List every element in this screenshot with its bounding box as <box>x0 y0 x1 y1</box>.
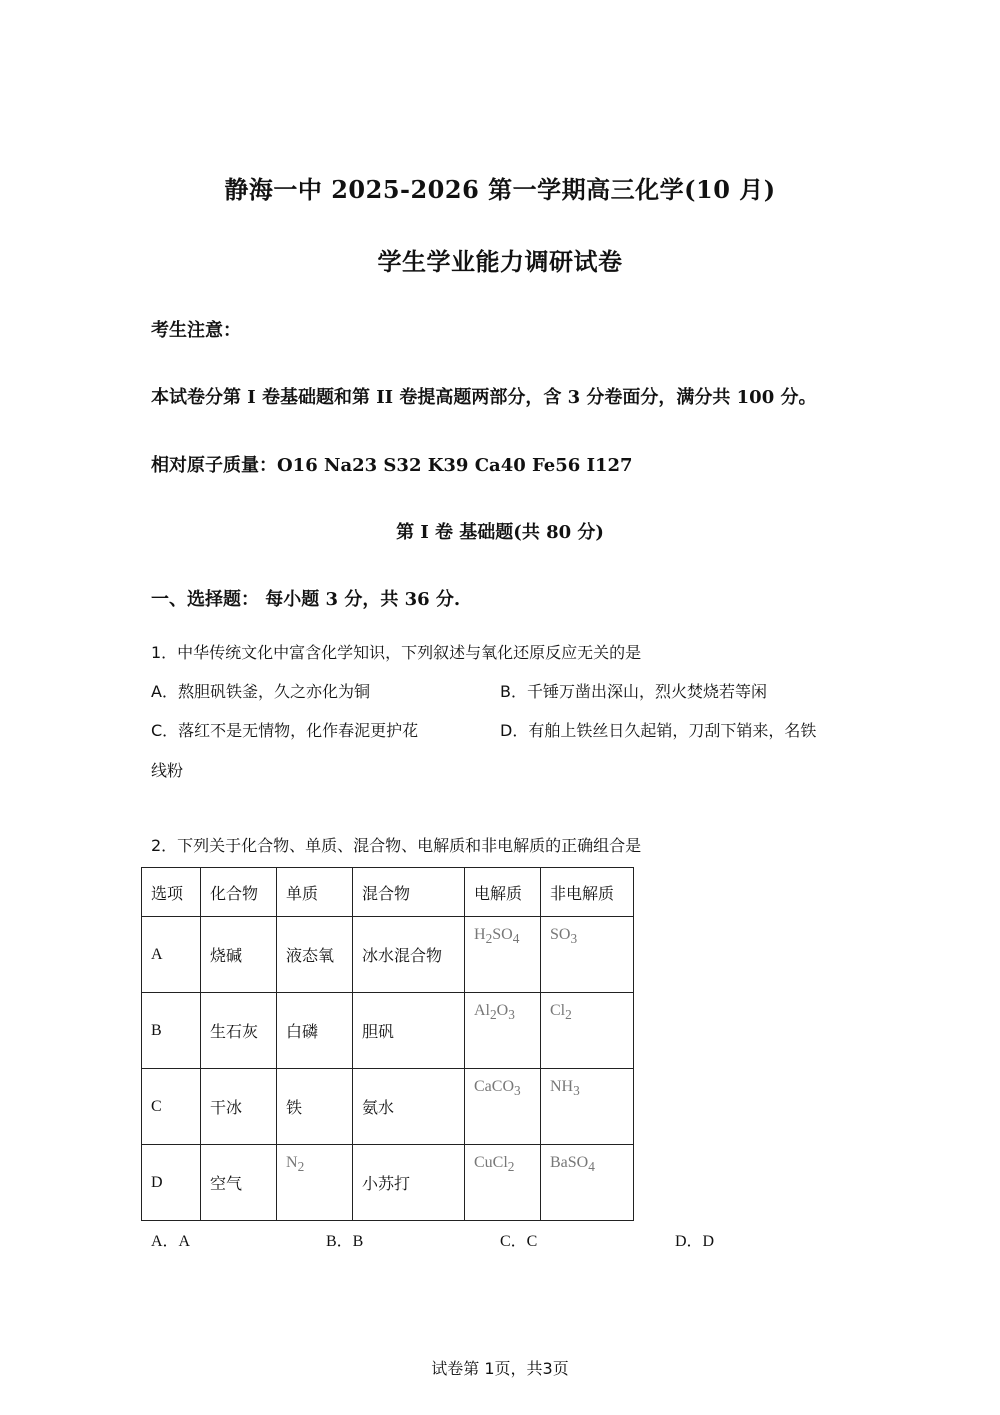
row-electrolyte <box>465 917 541 993</box>
question-2-table <box>141 867 634 1221</box>
table-row <box>142 993 634 1069</box>
row-mixture: 胆矾 <box>353 993 465 1069</box>
chemical-formula: $N_2$ <box>286 1153 305 1175</box>
row-mixture: 小苏打 <box>353 1145 465 1221</box>
question-2-stem: 2．下列关于化合物、单质、混合物、电解质和非电解质的正确组合是 <box>151 836 642 855</box>
chemical-formula: CaCO$_3$ <box>474 1077 521 1099</box>
chemical-formula: CuCl$_2$ <box>474 1153 515 1175</box>
exam-title-line1: 静海一中 2025-2026 第一学期高三化学(10 月) <box>224 175 776 204</box>
row-option: B <box>142 993 201 1069</box>
table-header-cell: 化合物 <box>201 868 277 917</box>
question-1-option-b: B．千锤万凿出深山，烈火焚烧若等闲 <box>500 682 767 701</box>
row-element <box>277 1145 353 1221</box>
question-1-option-d-continued: 线粉 <box>151 761 184 780</box>
chemical-formula: $H_2SO_4$ <box>474 925 520 947</box>
question-1-option-d: D．有舶上铁丝日久起销，刀刮下销来，名铁 <box>500 721 817 740</box>
row-non-electrolyte <box>541 993 634 1069</box>
row-compound: 空气 <box>201 1145 277 1221</box>
question-2-answer-d: D．D <box>675 1233 715 1250</box>
chemical-formula: BaSO$_4$ <box>550 1153 595 1175</box>
question-1-option-c: C．落红不是无情物，化作春泥更护花 <box>151 721 419 740</box>
table-row <box>142 1069 634 1145</box>
row-option: C <box>142 1069 201 1145</box>
page-footer: 试卷第 1页，共3页 <box>431 1359 569 1378</box>
atomic-mass-line: 相对原子质量：O16 Na23 S32 K39 Ca40 Fe56 I127 <box>151 455 633 476</box>
table-header-cell: 选项 <box>142 868 201 917</box>
row-electrolyte <box>465 993 541 1069</box>
row-electrolyte <box>465 1145 541 1221</box>
row-compound: 干冰 <box>201 1069 277 1145</box>
table-header-cell: 混合物 <box>353 868 465 917</box>
chemical-formula: $Al_2O_3$ <box>474 1001 515 1023</box>
table-row <box>142 917 634 993</box>
row-non-electrolyte <box>541 1145 634 1221</box>
row-compound: 烧碱 <box>201 917 277 993</box>
table-header-cell: 非电解质 <box>541 868 634 917</box>
question-2-answer-c: C．C <box>500 1233 538 1250</box>
question-1-stem: 1．中华传统文化中富含化学知识，下列叙述与氧化还原反应无关的是 <box>151 643 642 662</box>
notice-label: 考生注意： <box>151 320 241 341</box>
notice-body: 本试卷分第 I 卷基础题和第 II 卷提高题两部分，含 3 分卷面分，满分共 100 分。 <box>151 387 817 408</box>
table-header-cell: 单质 <box>277 868 353 917</box>
part-one-heading: 一、选择题： 每小题 3 分，共 36 分. <box>151 589 461 610</box>
row-mixture: 冰水混合物 <box>353 917 465 993</box>
table-header-row <box>142 868 634 917</box>
row-compound: 生石灰 <box>201 993 277 1069</box>
row-electrolyte <box>465 1069 541 1145</box>
row-element: 液态氧 <box>277 917 353 993</box>
row-option: A <box>142 917 201 993</box>
exam-title-line2: 学生学业能力调研试卷 <box>377 247 623 276</box>
chemical-formula: $Cl_2$ <box>550 1001 572 1023</box>
question-1-option-a: A．熬胆矾铁釜，久之亦化为铜 <box>151 682 370 701</box>
row-element: 铁 <box>277 1069 353 1145</box>
row-non-electrolyte <box>541 1069 634 1145</box>
row-option: D <box>142 1145 201 1221</box>
question-2-answer-a: A．A <box>151 1233 191 1250</box>
table-row <box>142 1145 634 1221</box>
chemical-formula: $NH_3$ <box>550 1077 580 1099</box>
row-mixture: 氨水 <box>353 1069 465 1145</box>
section-title: 第 I 卷 基础题(共 80 分) <box>396 522 604 543</box>
row-non-electrolyte <box>541 917 634 993</box>
question-2-answer-b: B．B <box>326 1233 364 1250</box>
table-header-cell: 电解质 <box>465 868 541 917</box>
row-element: 白磷 <box>277 993 353 1069</box>
chemical-formula: $SO_3$ <box>550 925 578 947</box>
